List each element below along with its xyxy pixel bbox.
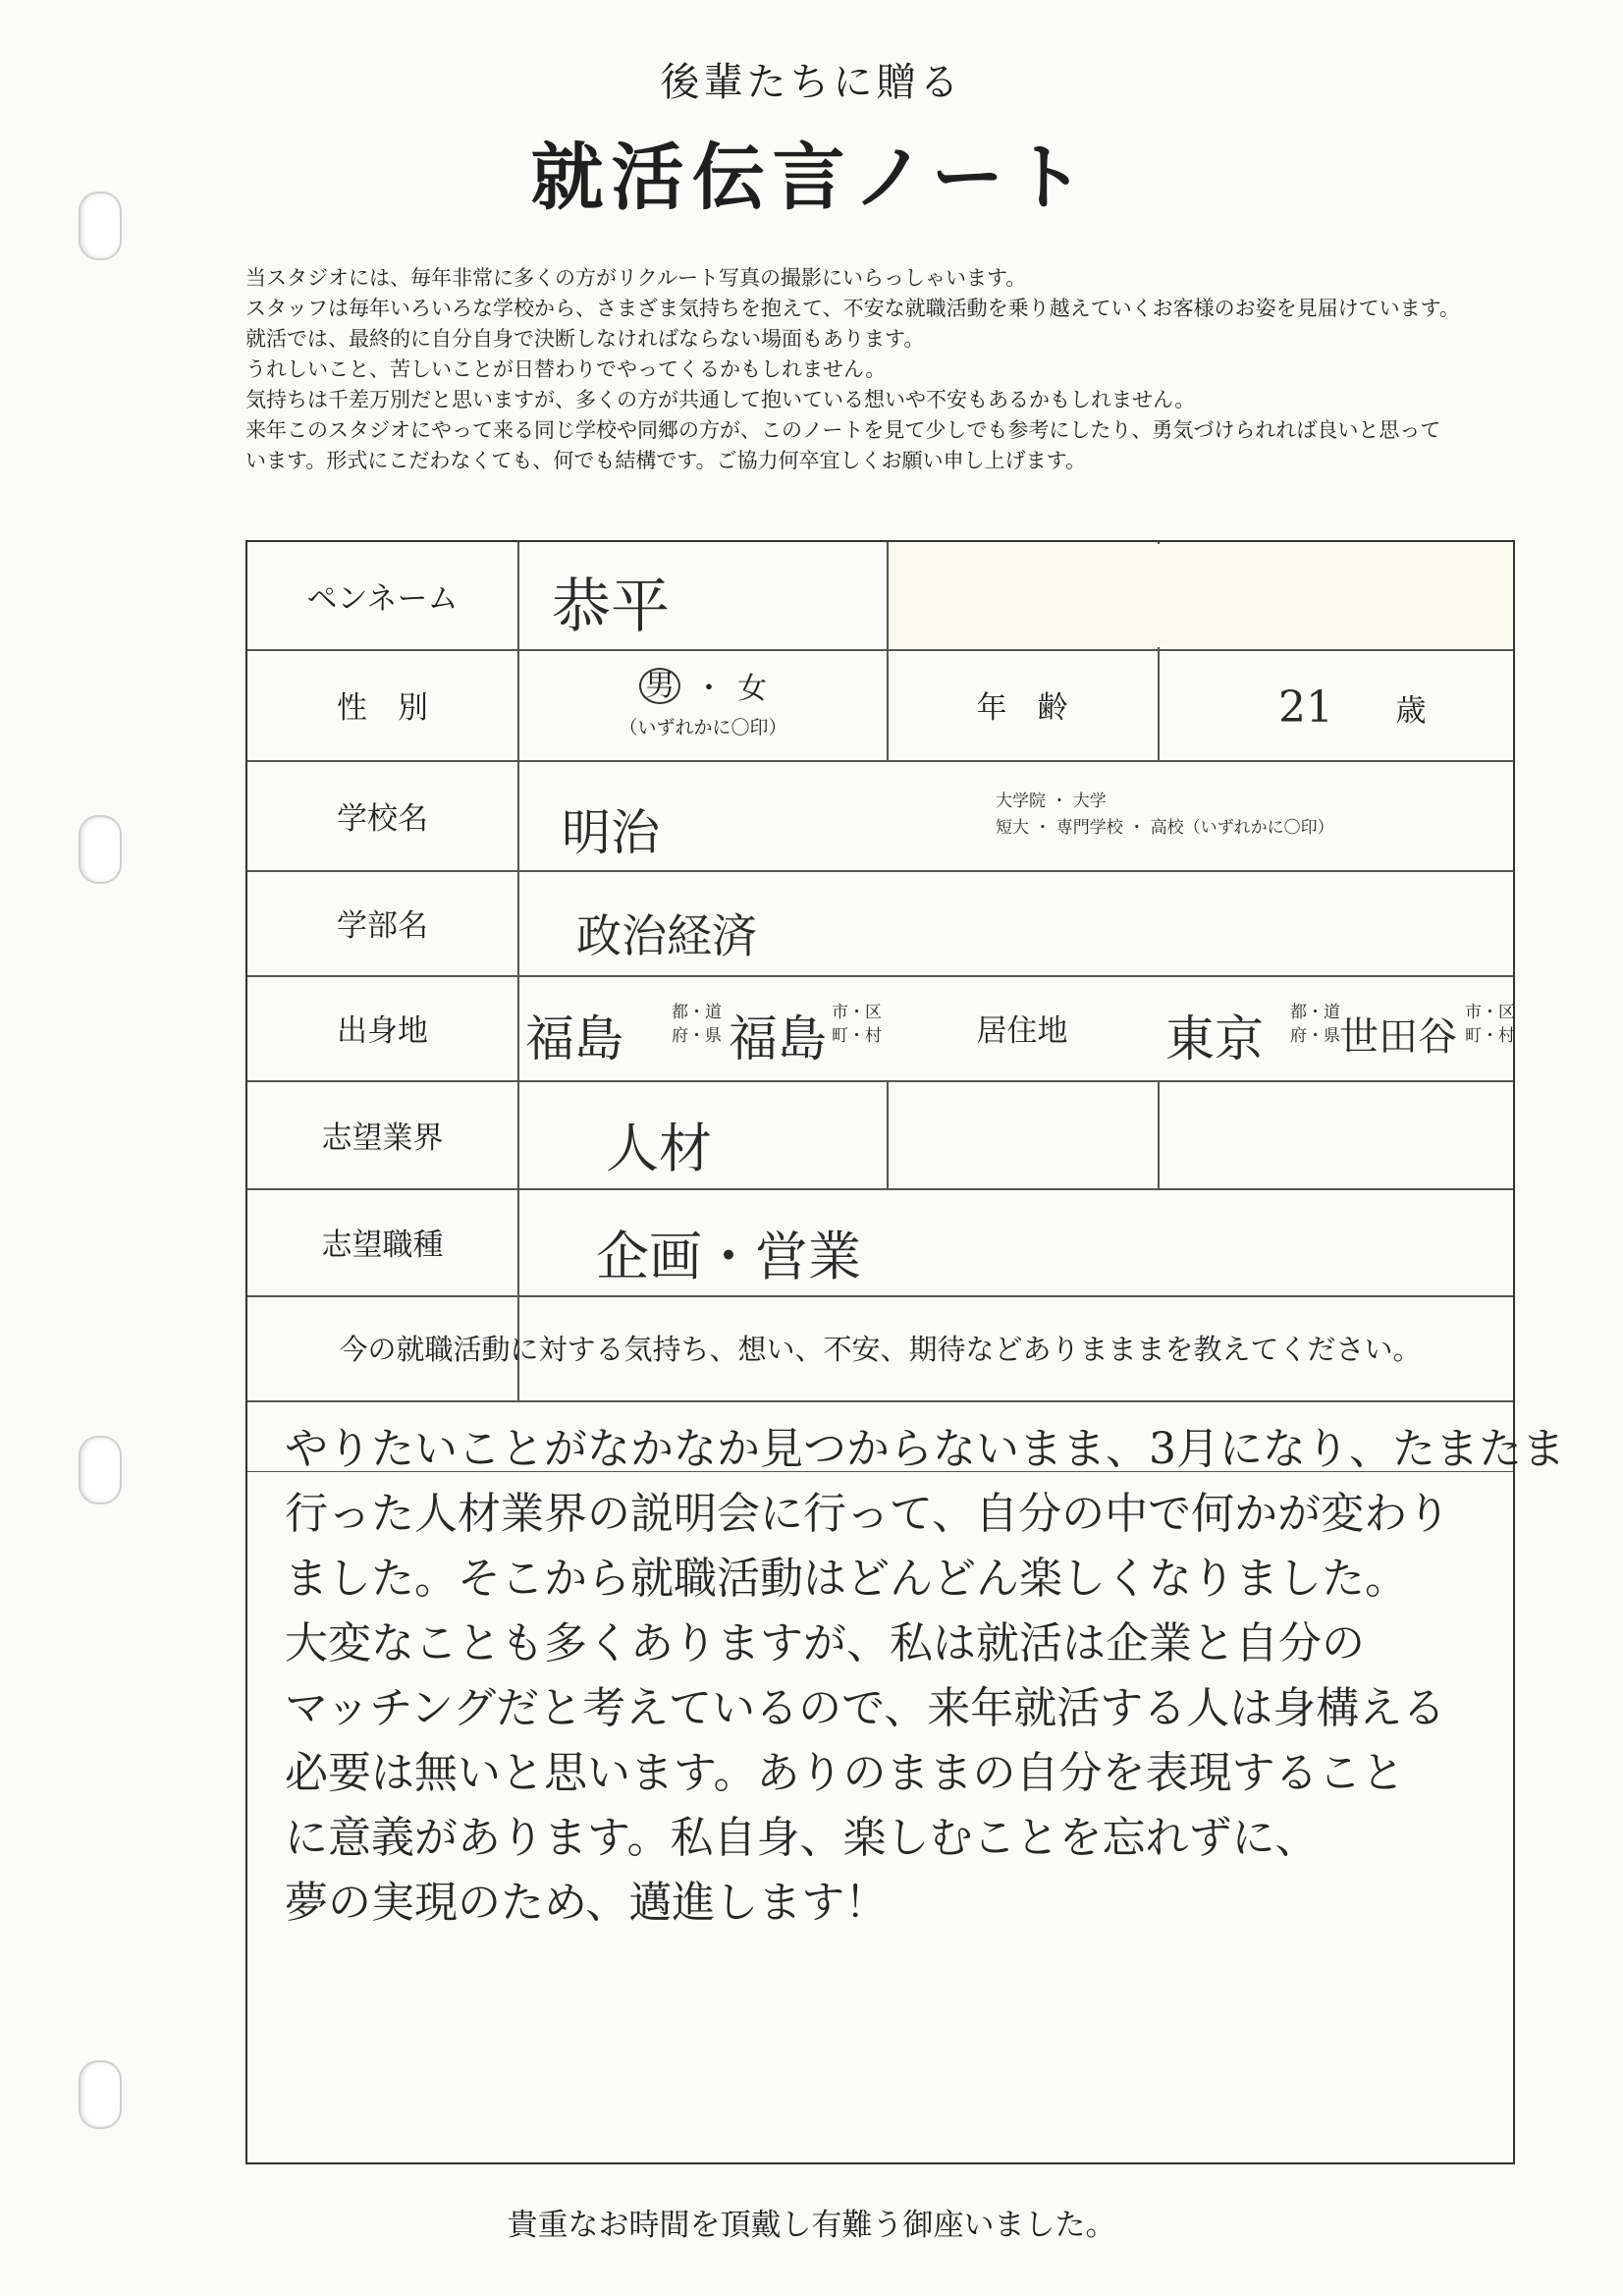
answer-line: ました。そこから就職活動はどんどん楽しくなりました。 bbox=[285, 1554, 1408, 1604]
industry-value: 人材 bbox=[606, 1118, 712, 1179]
gender-label: 性 別 bbox=[337, 690, 428, 726]
birthplace-prefecture: 福島 bbox=[525, 1011, 623, 1067]
pen-name-label: ペンネーム bbox=[306, 581, 459, 617]
industry-label: 志望業界 bbox=[321, 1120, 444, 1156]
intro-line: スタッフは毎年いろいろな学校から、さまざま気持ちを抱えて、不安な就職活動を乗り越えていくお客様のお姿を見届けています。 bbox=[245, 297, 1460, 320]
gender-note: （いずれかに〇印） bbox=[619, 716, 787, 738]
residence-label: 居住地 bbox=[976, 1013, 1068, 1049]
intro-line: 就活では、最終的に自分自身で決断しなければならない場面もあります。 bbox=[245, 327, 925, 351]
binder-hole bbox=[79, 1436, 122, 1504]
binder-hole bbox=[79, 2060, 122, 2129]
column-divider bbox=[887, 1080, 889, 1188]
job-type-value: 企画・営業 bbox=[596, 1226, 861, 1287]
birthplace-label: 出身地 bbox=[337, 1013, 428, 1049]
age-value: 21 bbox=[1278, 683, 1333, 733]
answer-line: マッチングだと考えているので、来年就活する人は身構える bbox=[285, 1683, 1446, 1733]
intro-line: うれしいこと、苦しいことが日替わりでやってくるかもしれません。 bbox=[245, 357, 887, 381]
answer-line: に意義があります。私自身、楽しむことを忘れずに、 bbox=[285, 1813, 1319, 1863]
row-divider bbox=[247, 1400, 1513, 1402]
question-prompt: 今の就職活動に対する気持ち、想い、不安、期待などありまままを教えてください。 bbox=[339, 1333, 1422, 1366]
answer-line: 夢の実現のため、邁進します！ bbox=[285, 1878, 889, 1928]
age-unit: 歳 bbox=[1395, 692, 1427, 729]
faculty-label: 学部名 bbox=[337, 908, 428, 944]
intro-line: 当スタジオには、毎年非常に多くの方がリクルート写真の撮影にいらっしゃいます。 bbox=[245, 266, 1027, 290]
residence-city: 世田谷 bbox=[1339, 1014, 1457, 1060]
page-subtitle: 後輩たちに贈る bbox=[660, 60, 963, 105]
residence-pref-units-top: 都・道 bbox=[1290, 1003, 1340, 1022]
answer-text bbox=[285, 1417, 1565, 1936]
school-types-line1: 大学院 ・ 大学 bbox=[996, 792, 1107, 811]
pen-name-value: 恭平 bbox=[552, 573, 670, 641]
residence-prefecture: 東京 bbox=[1165, 1011, 1264, 1067]
birthplace-city: 福島 bbox=[729, 1011, 827, 1067]
faculty-value: 政治経済 bbox=[576, 909, 757, 962]
redacted-area bbox=[889, 544, 1513, 647]
residence-pref-units-bottom: 府・県 bbox=[1290, 1026, 1340, 1046]
gender-female: 女 bbox=[737, 672, 767, 706]
answer-line: やりたいことがなかなか見つからないまま、3月になり、たまたま bbox=[285, 1424, 1565, 1474]
gender-male-circled: 男 bbox=[639, 668, 680, 704]
gender-separator: ・ bbox=[694, 672, 724, 706]
page-title: 就活伝言ノート bbox=[530, 136, 1093, 220]
gender-options bbox=[519, 664, 887, 707]
birthplace-city-units-top: 市・区 bbox=[832, 1003, 882, 1022]
school-types-line2: 短大 ・ 専門学校 ・ 高校（いずれかに〇印） bbox=[996, 818, 1334, 838]
answer-line: 行った人材業界の説明会に行って、自分の中で何かが変わり bbox=[285, 1489, 1451, 1539]
school-label: 学校名 bbox=[337, 800, 428, 837]
birthplace-pref-units-top: 都・道 bbox=[672, 1003, 722, 1022]
column-divider bbox=[1158, 1080, 1160, 1188]
school-value: 明治 bbox=[562, 804, 660, 861]
answer-line: 必要は無いと思います。ありのままの自分を表現すること bbox=[285, 1748, 1405, 1798]
answer-line: 大変なことも多くありますが、私は就活は企業と自分の bbox=[285, 1618, 1365, 1668]
age-label: 年 齢 bbox=[976, 690, 1068, 726]
intro-paragraph bbox=[245, 263, 1591, 476]
binder-hole bbox=[79, 815, 122, 884]
intro-line: 気持ちは千差万別だと思いますが、多くの方が共通して抱いている想いや不安もあるかもしれません。 bbox=[245, 388, 1196, 411]
birthplace-city-units-bottom: 町・村 bbox=[832, 1026, 882, 1046]
residence-city-units-bottom: 町・村 bbox=[1465, 1026, 1515, 1046]
residence-city-units-top: 市・区 bbox=[1465, 1003, 1515, 1022]
intro-line: 来年このスタジオにやって来る同じ学校や同郷の方が、このノートを見て少しでも参考にしたり、勇気づけられれば良いと思って bbox=[245, 418, 1441, 442]
birthplace-pref-units-bottom: 府・県 bbox=[672, 1026, 722, 1046]
intro-line: います。形式にこだわなくても、何でも結構です。ご協力何卒宜しくお願い申し上げます。 bbox=[245, 449, 1086, 472]
footer-thanks: 貴重なお時間を頂戴し有難う御座いました。 bbox=[507, 2208, 1116, 2243]
job-type-label: 志望職種 bbox=[321, 1228, 444, 1263]
